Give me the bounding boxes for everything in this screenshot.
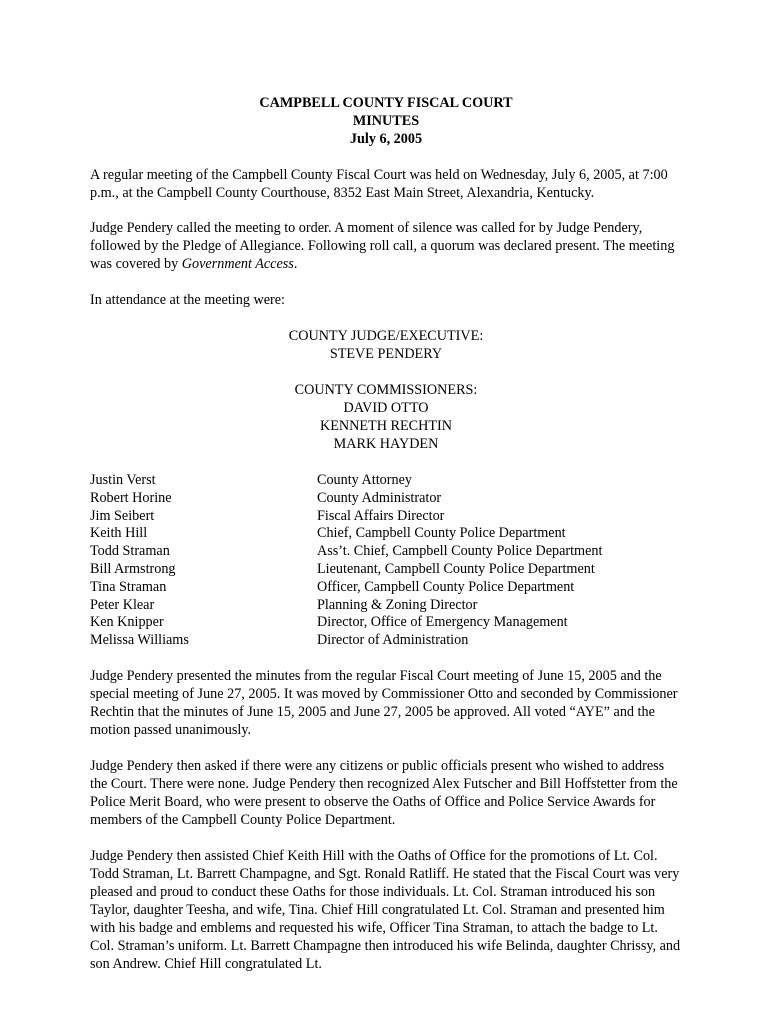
attendee-row xyxy=(90,596,682,614)
document-heading xyxy=(90,94,682,148)
attendee-row xyxy=(90,471,682,489)
attendee-row xyxy=(90,542,682,560)
attendee-name: Justin Verst xyxy=(90,472,156,488)
attendee-title: Officer, Campbell County Police Department xyxy=(317,578,575,595)
attendee-title: Ass’t. Chief, Campbell County Police Department xyxy=(317,543,603,560)
attendee-name: Robert Horine xyxy=(90,489,172,506)
attendee-row xyxy=(90,507,682,525)
attendee-title: Director of Administration xyxy=(317,632,469,649)
paragraph-call-to-order-end: . xyxy=(293,256,298,272)
attendee-name: Bill Armstrong xyxy=(90,560,176,577)
paragraph-meeting-info: A regular meeting of the Campbell County Fiscal Court was held on Wednesday, July 6, 2005, at 7:00 p.m., at the Campbell County Courthouse, 8352 East Main Street, Alexandria, Kentucky. xyxy=(90,167,668,201)
heading-minutes: MINUTES xyxy=(352,113,420,129)
attendee-name: Tina Straman xyxy=(90,578,167,595)
paragraph-call-to-order-text: Judge Pendery called the meeting to order. A moment of silence was called for by Judge Pendery, followed by the Pledge of Allegiance. Following roll call, a quorum was declared present. The meeting was covered by xyxy=(90,220,675,272)
paragraph-call-to-order xyxy=(90,219,682,273)
judge-executive-title: COUNTY JUDGE/EXECUTIVE: xyxy=(288,328,484,344)
attendee-row xyxy=(90,524,682,542)
attendee-name: Ken Knipper xyxy=(90,614,164,631)
attendee-name: Todd Straman xyxy=(90,543,170,560)
attendee-title: Director, Office of Emergency Management xyxy=(317,614,568,631)
attendee-row xyxy=(90,578,682,596)
attendee-title: Planning & Zoning Director xyxy=(317,596,478,613)
commissioner-name: DAVID OTTO xyxy=(343,400,429,416)
government-access-name: Government Access xyxy=(181,256,294,272)
commissioner-name: KENNETH RECHTIN xyxy=(319,418,452,434)
paragraph-oaths-of-office: Judge Pendery then assisted Chief Keith Hill with the Oaths of Office for the promotions of Lt. Col. Todd Straman, Lt. Barrett Champagne, and Sgt. Ronald Ratliff. He stated that the Fiscal Court was very pleased and proud to conduct these Oaths for those individuals. Lt. Col. Straman introduced his son Taylor, daughter Teesha, and wife, Tina. Chief Hill congratulated Lt. Col. Straman and presented him with his badge and emblems and requested his wife, Officer Tina Straman, to attach the badge to Lt. Col. Straman’s uniform. Lt. Barrett Champagne then introduced his wife Belinda, daughter Chrissy, and son Andrew. Chief Hill congratulated Lt. xyxy=(90,847,681,972)
attendee-title: Lieutenant, Campbell County Police Department xyxy=(317,560,595,577)
attendee-name: Jim Seibert xyxy=(90,507,155,524)
attendee-title: Chief, Campbell County Police Department xyxy=(317,525,566,542)
attendee-list xyxy=(90,471,682,649)
judge-executive-block xyxy=(90,327,682,363)
judge-executive-name: STEVE PENDERY xyxy=(329,346,443,362)
attendee-row xyxy=(90,560,682,578)
attendee-row xyxy=(90,631,682,649)
paragraph-attendance-intro: In attendance at the meeting were: xyxy=(90,292,285,308)
attendee-row xyxy=(90,489,682,507)
paragraph-minutes-approval: Judge Pendery presented the minutes from the regular Fiscal Court meeting of June 15, 2005 and the special meeting of June 27, 2005. It was moved by Commissioner Otto and seconded by Commissioner Rechtin that the minutes of June 15, 2005 and June 27, 2005 be approved. All voted “AYE” and the motion passed unanimously. xyxy=(90,667,678,738)
heading-court-name: CAMPBELL COUNTY FISCAL COURT xyxy=(259,95,513,111)
commissioners-title: COUNTY COMMISSIONERS: xyxy=(294,382,478,398)
heading-date: July 6, 2005 xyxy=(349,131,423,147)
attendee-title: County Administrator xyxy=(317,489,442,506)
attendee-title: County Attorney xyxy=(317,472,412,488)
attendee-name: Peter Klear xyxy=(90,596,155,613)
attendee-title: Fiscal Affairs Director xyxy=(317,507,445,524)
attendee-name: Keith Hill xyxy=(90,525,148,542)
commissioners-block xyxy=(90,381,682,453)
paragraph-public-comments: Judge Pendery then asked if there were any citizens or public officials present who wished to address the Court. There were none. Judge Pendery then recognized Alex Futscher and Bill Hoffstetter from the Police Merit Board, who were present to observe the Oaths of Office and Police Service Awards for members of the Campbell County Police Department. xyxy=(90,757,678,828)
attendee-name: Melissa Williams xyxy=(90,632,189,649)
attendee-row xyxy=(90,613,682,631)
commissioner-name: MARK HAYDEN xyxy=(333,436,439,452)
